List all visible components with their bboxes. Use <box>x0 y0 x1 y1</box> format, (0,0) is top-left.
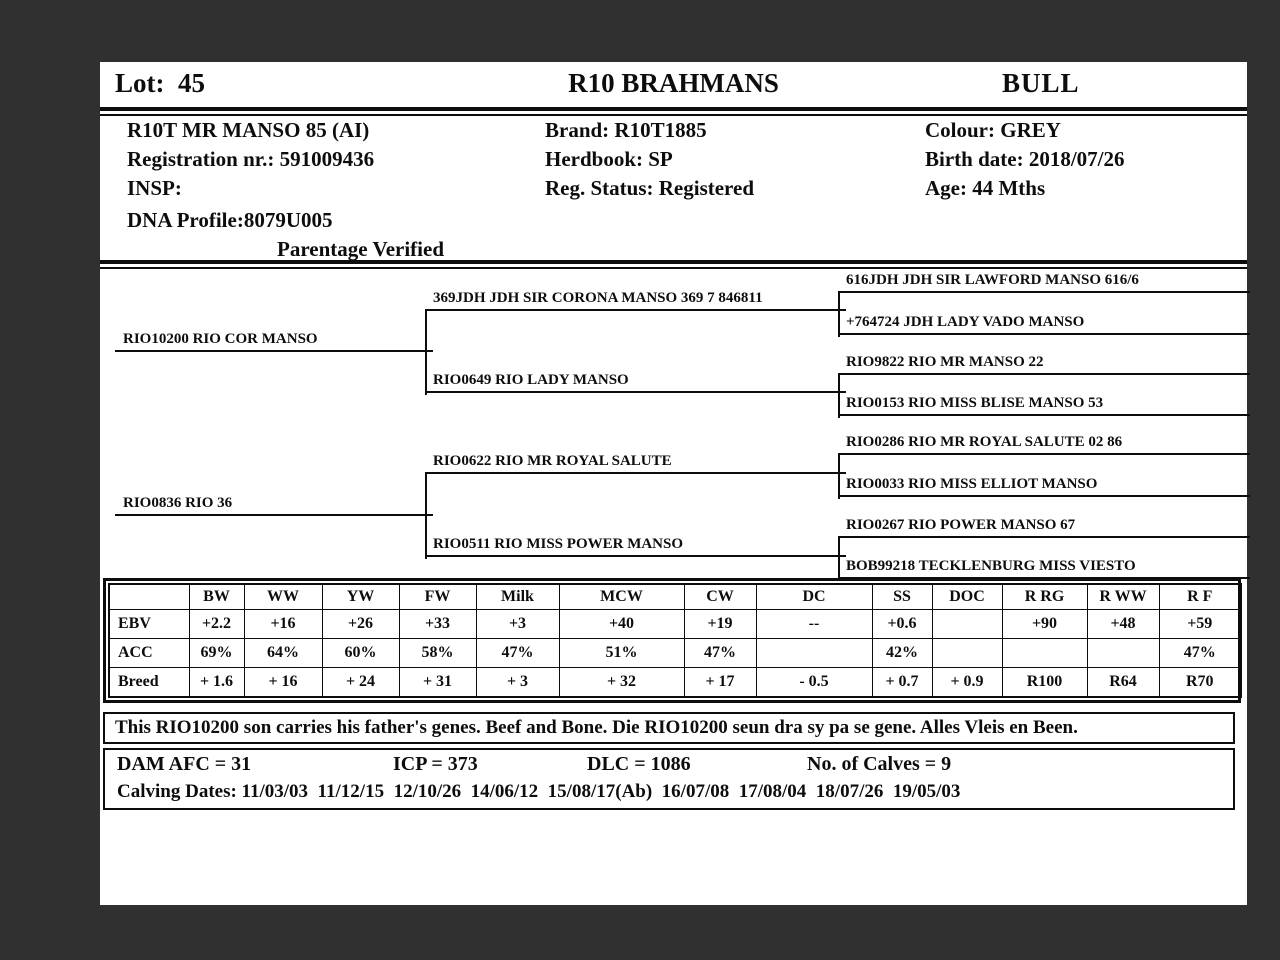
pedigree-gen3-entry: +764724 JDH LADY VADO MANSO <box>838 313 1250 335</box>
column-header: YW <box>322 584 399 610</box>
dlc: DLC = 1086 <box>587 753 691 775</box>
catalog-page <box>100 62 1247 905</box>
dna-profile: DNA Profile:8079U005 <box>127 208 333 232</box>
ebv-cell <box>1002 639 1087 668</box>
pedigree-connector <box>838 455 840 499</box>
pedigree-dam-sire: RIO0622 RIO MR ROYAL SALUTE <box>425 452 846 474</box>
description-box <box>103 712 1235 744</box>
herdbook: Herdbook: SP <box>545 147 673 171</box>
column-header: WW <box>244 584 322 610</box>
ebv-cell: +2.2 <box>189 610 244 639</box>
lot-number: Lot: 45 <box>115 68 205 98</box>
ebv-table-frame <box>103 578 1241 703</box>
ebv-row <box>109 610 1241 639</box>
row-label: EBV <box>109 610 189 639</box>
ebv-cell: + 3 <box>476 668 559 698</box>
ebv-cell: +40 <box>559 610 684 639</box>
ebv-cell: +19 <box>684 610 756 639</box>
dam-stats-line <box>105 753 1233 781</box>
ebv-cell: +33 <box>399 610 476 639</box>
details-divider <box>100 260 1247 269</box>
pedigree-sire-dam: RIO0649 RIO LADY MANSO <box>425 371 846 393</box>
ebv-cell: -- <box>756 610 872 639</box>
pedigree-dam-dam: RIO0511 RIO MISS POWER MANSO <box>425 535 846 557</box>
brand: Brand: R10T1885 <box>545 118 707 142</box>
description-text: This RIO10200 son carries his father's genes. Beef and Bone. Die RIO10200 seun dra sy pa se gene. Alles Vleis en Been. <box>115 717 1078 738</box>
ebv-cell: + 16 <box>244 668 322 698</box>
ebv-header-row <box>109 584 1241 610</box>
ebv-cell <box>932 639 1002 668</box>
ebv-cell: 58% <box>399 639 476 668</box>
ebv-cell: + 32 <box>559 668 684 698</box>
ebv-cell: +48 <box>1087 610 1159 639</box>
column-header: BW <box>189 584 244 610</box>
ebv-cell <box>932 610 1002 639</box>
ebv-cell <box>756 639 872 668</box>
calving-dates: Calving Dates: 11/03/03 11/12/15 12/10/26 14/06/12 15/08/17(Ab) 16/07/08 17/08/04 18/07/26 19/05/03 <box>117 781 961 802</box>
column-header: DC <box>756 584 872 610</box>
dam-afc: DAM AFC = 31 <box>117 753 252 775</box>
ebv-cell: +3 <box>476 610 559 639</box>
ebv-row <box>109 668 1241 698</box>
ebv-cell: R64 <box>1087 668 1159 698</box>
ebv-cell: 51% <box>559 639 684 668</box>
pedigree-gen3-entry: RIO0267 RIO POWER MANSO 67 <box>838 516 1250 538</box>
ebv-cell: +59 <box>1159 610 1241 639</box>
pedigree-connector <box>425 474 427 559</box>
ebv-cell: 47% <box>1159 639 1241 668</box>
ebv-cell: R70 <box>1159 668 1241 698</box>
header-divider <box>100 107 1247 116</box>
ebv-cell: 60% <box>322 639 399 668</box>
ebv-cell: 64% <box>244 639 322 668</box>
ebv-row <box>109 639 1241 668</box>
ebv-cell: 69% <box>189 639 244 668</box>
ebv-cell: 47% <box>476 639 559 668</box>
ebv-cell: + 31 <box>399 668 476 698</box>
column-header: R WW <box>1087 584 1159 610</box>
corner-cell <box>109 584 189 610</box>
dam-stats-box <box>103 748 1235 810</box>
age: Age: 44 Mths <box>925 176 1046 200</box>
pedigree-connector <box>425 311 427 395</box>
page-title: R10 BRAHMANS <box>568 68 779 98</box>
registration-number: Registration nr.: 591009436 <box>127 147 375 171</box>
ebv-cell: + 17 <box>684 668 756 698</box>
pedigree-gen3-entry: BOB99218 TECKLENBURG MISS VIESTO <box>838 557 1250 579</box>
pedigree-connector <box>838 538 840 581</box>
column-header: R F <box>1159 584 1241 610</box>
reg-status: Reg. Status: Registered <box>545 176 754 200</box>
column-header: FW <box>399 584 476 610</box>
ebv-cell: +90 <box>1002 610 1087 639</box>
pedigree-gen3-entry: RIO0153 RIO MISS BLISE MANSO 53 <box>838 394 1250 416</box>
calves-count: No. of Calves = 9 <box>807 753 952 775</box>
pedigree-gen3-entry: 616JDH JDH SIR LAWFORD MANSO 616/6 <box>838 271 1250 293</box>
pedigree-connector <box>838 375 840 418</box>
row-label: ACC <box>109 639 189 668</box>
column-header: DOC <box>932 584 1002 610</box>
ebv-cell: + 0.7 <box>872 668 932 698</box>
column-header: Milk <box>476 584 559 610</box>
pedigree-sire-sire: 369JDH JDH SIR CORONA MANSO 369 7 846811 <box>425 289 846 311</box>
animal-name: R10T MR MANSO 85 (AI) <box>127 118 370 142</box>
pedigree-sire: RIO10200 RIO COR MANSO <box>115 330 433 352</box>
animal-category: BULL <box>1002 68 1080 98</box>
details-section <box>100 118 1247 264</box>
pedigree-gen3-entry: RIO9822 RIO MR MANSO 22 <box>838 353 1250 375</box>
icp: ICP = 373 <box>393 753 478 775</box>
ebv-cell: +16 <box>244 610 322 639</box>
column-header: SS <box>872 584 932 610</box>
column-header: R RG <box>1002 584 1087 610</box>
row-label: Breed <box>109 668 189 698</box>
ebv-cell: 47% <box>684 639 756 668</box>
ebv-cell: + 0.9 <box>932 668 1002 698</box>
pedigree-gen3-entry: RIO0286 RIO MR ROYAL SALUTE 02 86 <box>838 433 1250 455</box>
ebv-cell: +0.6 <box>872 610 932 639</box>
ebv-table <box>108 583 1242 698</box>
ebv-cell: +26 <box>322 610 399 639</box>
ebv-cell <box>1087 639 1159 668</box>
ebv-cell: + 24 <box>322 668 399 698</box>
column-header: MCW <box>559 584 684 610</box>
birth-date: Birth date: 2018/07/26 <box>925 147 1125 171</box>
ebv-cell: + 1.6 <box>189 668 244 698</box>
ebv-cell: R100 <box>1002 668 1087 698</box>
ebv-cell: - 0.5 <box>756 668 872 698</box>
parentage-verified: Parentage Verified <box>277 237 444 261</box>
insp-label: INSP: <box>127 176 182 200</box>
ebv-cell: 42% <box>872 639 932 668</box>
pedigree-dam: RIO0836 RIO 36 <box>115 494 433 516</box>
colour: Colour: GREY <box>925 118 1061 142</box>
column-header: CW <box>684 584 756 610</box>
pedigree-connector <box>838 293 840 337</box>
pedigree-gen3-entry: RIO0033 RIO MISS ELLIOT MANSO <box>838 475 1250 497</box>
